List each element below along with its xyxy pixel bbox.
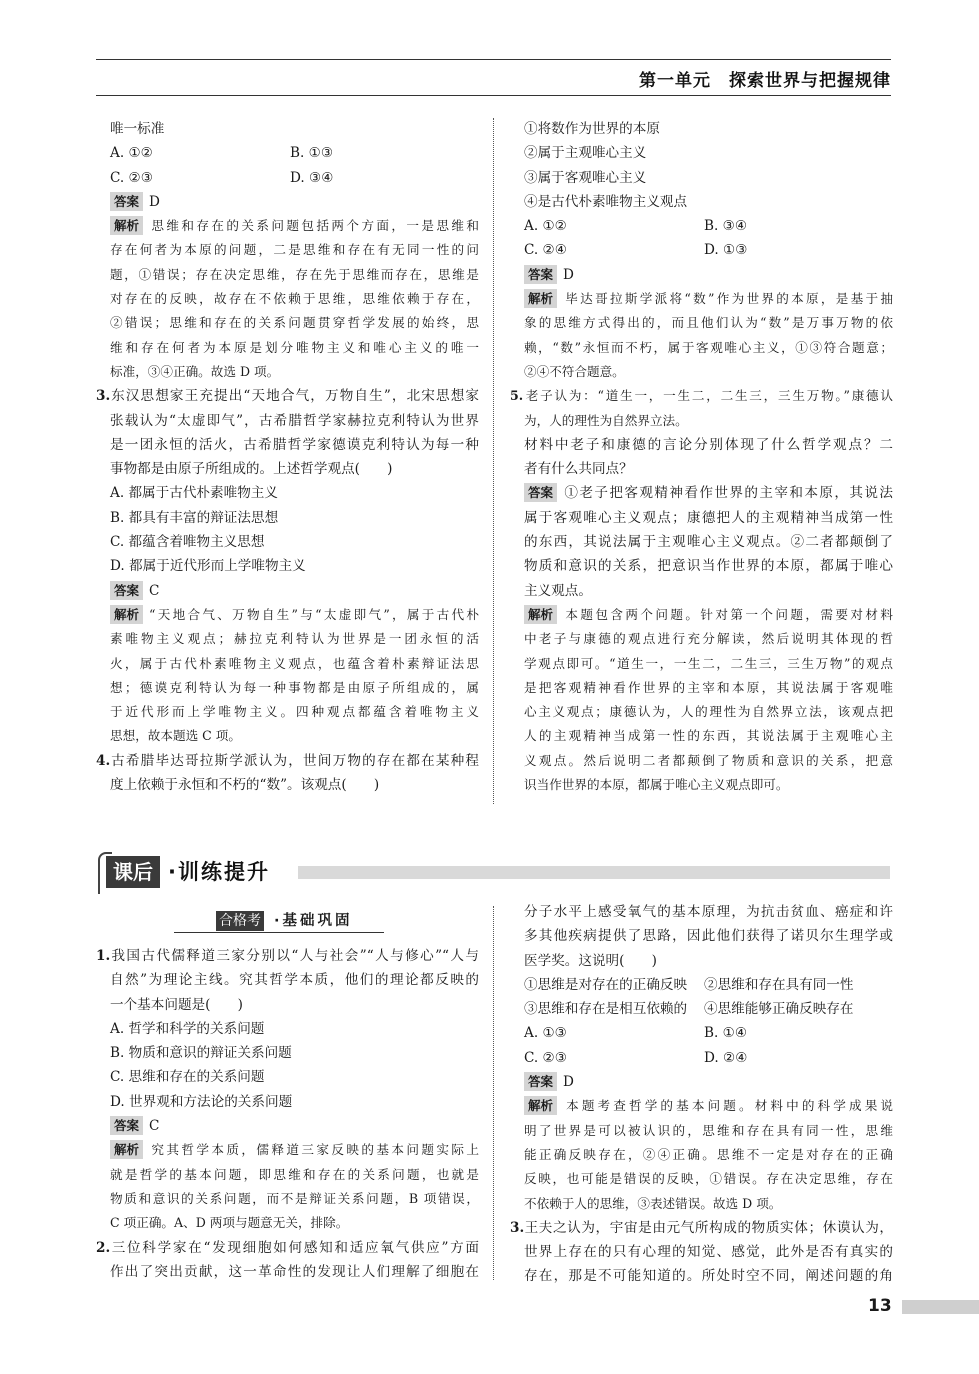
answer-line: 主义观点。 [524,582,592,599]
option-row [510,1046,893,1070]
analysis-line: 心主义观点；康德认为，人的理性为自然界立法，该观点把 [524,704,893,720]
analysis-line: 义观点。然后说明二者都颠倒了物质和意识的关系，把意 [524,752,893,768]
bottom-column-divider [493,906,494,1280]
unit-title: 第一单元 探索世界与把握规律 [639,71,891,91]
analysis-line: 题，①错误；存在决定思维，存在先于思维而存在，思维是 [110,266,479,282]
option: B. ①④ [704,1025,748,1042]
statement-item: ①将数作为世界的本原 [524,121,660,137]
answer-value: C [149,582,160,599]
analysis-line [510,603,893,627]
analysis-line: 维和存在何者为本原是划分唯物主义和唯心主义的唯一 [110,339,479,355]
bottom-left-column [96,944,479,1284]
analysis-tag: 解析 [110,605,143,624]
analysis-line: 火，属于古代朴素唯物主义观点，也蕴含着朴素辩证法思 [110,655,479,671]
question-number: 3. [510,1219,525,1236]
answer-tag: 答案 [524,1072,557,1091]
answer-line [96,1114,479,1138]
section-tag: 课后 [106,856,160,888]
statement-item: ③思维和存在是相互依赖的 [524,1001,688,1018]
question-number: 2. [96,1239,111,1256]
statement-item: ②属于主观唯心主义 [524,145,647,162]
statement-item: ②思维和存在具有同一性 [704,976,854,993]
question-stem [96,1236,479,1260]
question-stem: 者有什么共同点？ [524,461,633,478]
option: D. ①③ [704,242,748,259]
option: C. ②④ [524,242,567,259]
question-stem: 世界上存在的只有心理的知觉、感觉，此外是否有真实的 [524,1244,893,1261]
statement-item: ④是古代朴素唯物主义观点 [524,193,688,210]
top-column-divider [493,118,494,804]
question-number: 4. [96,752,111,769]
answer-line [510,263,893,287]
subsection-banner [174,911,384,933]
question-stem: 作出了突出贡献，这一革命性的发现让人们理解了细胞在 [110,1263,479,1280]
option: D. 世界观和方法论的关系问题 [110,1093,293,1110]
analysis-line: 就是哲学的基本问题，即思维和存在的关系问题，也就是 [110,1166,479,1182]
analysis-line: 对存在的反映，故存在不依赖于思维，思维依赖于存在， [110,291,479,307]
option: C. ②③ [524,1049,567,1066]
analysis-line: 想；德谟克利特认为每一种事物都是由原子所组成的，属 [110,679,479,695]
analysis-tag: 解析 [524,289,557,308]
answer-value: D [563,1074,574,1091]
analysis-line [96,1138,479,1162]
question-number: 1. [96,948,111,964]
option: A. ①② [524,218,567,235]
analysis-line: ②④不符合题意。 [524,363,625,379]
question-stem: 度上依赖于永恒和不朽的“数”。该观点( ) [110,777,380,794]
option-row [510,1021,893,1045]
analysis-line [96,214,479,238]
section-banner [98,852,890,892]
analysis-line: 人的主观精神当成第一性的东西，其说法属于主观唯心主 [524,728,893,744]
analysis-line [510,287,893,311]
analysis-line: 思想，故本题选 C 项。 [110,728,241,744]
analysis-line: 识当作世界的本原，都属于唯心主义观点即可。 [524,777,789,793]
answer-tag: 答案 [524,265,557,284]
statement-row [510,973,893,997]
question-stem: 张载认为“太虚即气”，古希腊哲学家赫拉克利特认为世界 [110,412,479,429]
question-stem: 材料中老子和康德的言论分别体现了什么哲学观点？二 [524,436,893,453]
option: B. ③④ [704,218,748,235]
option: A. 哲学和科学的关系问题 [110,1020,265,1037]
answer-line [510,1070,893,1094]
analysis-line: 于近代形而上学唯物主义。四种观点都蕴含着唯物主义 [110,704,479,720]
answer-tag: 答案 [110,192,143,211]
question-stem: 自然”为理论主线。究其哲学本质，他们的理论都反映的 [110,972,479,989]
statement-item: ④思维能够正确反映存在 [704,1001,854,1018]
statement-row [510,997,893,1021]
question-stem: 是一团永恒的活火，古希腊哲学家德谟克利特认为每一种 [110,436,479,453]
answer-line: 属于客观唯心主义观点；康德把人的主观精神当成第一性 [524,509,893,526]
answer-text: ①老子把客观精神看作世界的主宰和本原，其说法 [563,485,893,502]
analysis-line: 反映，也可能是错误的反映，①错误。存在决定思维，存在 [524,1171,893,1187]
answer-line [96,190,479,214]
question-stem: 分子水平上感受氧气的基本原理，为抗击贫血、癌症和许 [524,904,893,920]
analysis-line: ②错误；思维和存在的关系问题贯穿哲学发展的始终，思 [110,315,479,331]
answer-line: 物质和意识的关系，把意识当作世界的本原，都属于唯心 [524,558,893,575]
option: B. ①③ [290,145,334,162]
option: D. ②④ [704,1049,748,1066]
analysis-line: C 项正确。A、D 两项与题意无关，排除。 [110,1215,349,1231]
stem-text: 三位科学家在“发现细胞如何感知和适应氧气供应”方面 [110,1239,479,1256]
answer-value: D [563,266,574,283]
page-number: 13 [868,1296,892,1316]
analysis-text: “天地合气、万物自生”与“太虚即气”，属于古代朴 [149,606,479,622]
header-bottom-rule [96,95,891,96]
page-number-bar [902,1300,979,1314]
option: B. 都具有丰富的辩证法思想 [110,509,279,526]
answer-value: C [149,1118,160,1135]
option-row [510,214,893,238]
analysis-line: 能正确反映存在，②④正确。思维不一定是对存在的正确 [524,1146,893,1162]
answer-line [96,579,479,603]
analysis-line: 物质和意识的关系问题，而不是辩证关系问题，B 项错误， [110,1190,479,1206]
option: B. 物质和意识的辩证关系问题 [110,1045,292,1062]
top-right-column [510,117,893,797]
analysis-tag: 解析 [524,605,557,624]
question-stem: 医学奖。这说明( ) [524,952,657,969]
question-stem [510,384,893,408]
option: A. ①② [110,145,153,162]
question-number: 5. [510,388,524,404]
option: D. ③④ [290,169,334,186]
analysis-text: 思维和存在的关系问题包括两个方面，一是思维和 [149,218,479,234]
analysis-tag: 解析 [524,1096,557,1115]
analysis-text: 本题考查哲学的基本问题。材料中的科学成果说 [563,1098,893,1114]
analysis-line: 明了世界是可以被认识的，思维和存在具有同一性，思维 [524,1122,893,1138]
analysis-line: 素唯物主义观点；赫拉克利特认为世界是一团永恒的活 [110,631,479,647]
text-line: 唯一标准 [110,121,165,137]
analysis-text: 本题包含两个问题。针对第一个问题，需要对材料 [563,606,893,622]
question-stem: 多其他疾病提供了思路，因此他们获得了诺贝尔生理学或 [524,928,893,945]
analysis-line: 是把客观精神看作世界的主宰和本原，其说法属于客观唯 [524,679,893,695]
option: A. 都属于古代朴素唯物主义 [110,485,278,502]
statement-item: ①思维是对存在的正确反映 [524,976,688,993]
statement-item: ③属于客观唯心主义 [524,169,647,186]
stem-text: 我国古代儒释道三家分别以“人与社会”“人与修心”“人与 [110,948,479,964]
option-row [96,141,479,165]
stem-text: 王夫之认为，宇宙是由元气所构成的物质实体；休谟认为， [524,1219,893,1236]
analysis-text: 究其哲学本质，儒释道三家反映的基本问题实际上 [149,1142,479,1158]
answer-tag: 答案 [110,581,143,600]
question-stem: 一个基本问题是( ) [110,996,243,1013]
subsection-title: ·基础巩固 [274,913,353,929]
answer-tag: 答案 [524,483,557,502]
analysis-line: 不依赖于人的思维，③表述错误。故选 D 项。 [524,1195,782,1211]
question-stem [96,749,479,773]
analysis-line: 学观点即可。“道生一，一生二，二生三，三生万物”的观点 [524,655,893,671]
analysis-tag: 解析 [110,1140,143,1159]
analysis-line: 标准，③④正确。故选 D 项。 [110,363,280,379]
analysis-line [96,603,479,627]
analysis-line: 象的思维方式得出的，而且他们认为“数”是万事万物的依 [524,315,893,331]
option-row [510,238,893,262]
option: A. ①③ [524,1025,567,1042]
answer-line [510,481,893,505]
question-stem: 存在，那是不可能知道的。所处时空不同，阐述问题的角 [524,1268,893,1285]
answer-line: 的东西，其说法属于主观唯心主义观点。②二者都颠倒了 [524,534,893,551]
option: C. ②③ [110,169,153,186]
option-row [96,166,479,190]
analysis-text: 毕达哥拉斯学派将“数”作为世界的本原，是基于抽 [563,291,893,307]
analysis-tag: 解析 [110,216,143,235]
question-stem: 事物都是由原子所组成的。上述哲学观点( ) [110,461,393,478]
bottom-right-column [510,900,893,1289]
header-top-rule [96,59,891,60]
option: C. 思维和存在的关系问题 [110,1069,265,1086]
question-stem [96,944,479,968]
section-bar [298,866,890,879]
answer-tag: 答案 [110,1116,143,1135]
stem-text: 古希腊毕达哥拉斯学派认为，世间万物的存在都在某种程 [110,752,479,769]
analysis-line: 赖，“数”永恒而不朽，属于客观唯心主义，①③符合题意； [524,339,893,355]
analysis-line [510,1094,893,1118]
analysis-line: 存在何者为本原的问题，二是思维和存在有无同一性的问 [110,242,479,258]
section-title: ·训练提升 [168,860,270,884]
option: C. 都蕴含着唯物主义思想 [110,534,265,551]
stem-text: 东汉思想家王充提出“天地合气，万物自生”，北宋思想家 [110,388,479,405]
question-stem [510,1216,893,1240]
answer-value: D [149,193,160,210]
subsection-tag: 合格考 [216,911,264,931]
question-stem [96,384,479,408]
analysis-line: 中老子与康德的观点进行充分解读，然后说明其体现的哲 [524,631,893,647]
question-number: 3. [96,388,111,405]
question-stem: 为，人的理性为自然界立法。 [524,412,688,428]
subsection-underline [174,932,384,933]
stem-text: 老子认为：“道生一，一生二，二生三，三生万物。”康德认 [524,388,893,404]
option: D. 都属于近代形而上学唯物主义 [110,558,306,575]
top-left-column [96,117,479,797]
